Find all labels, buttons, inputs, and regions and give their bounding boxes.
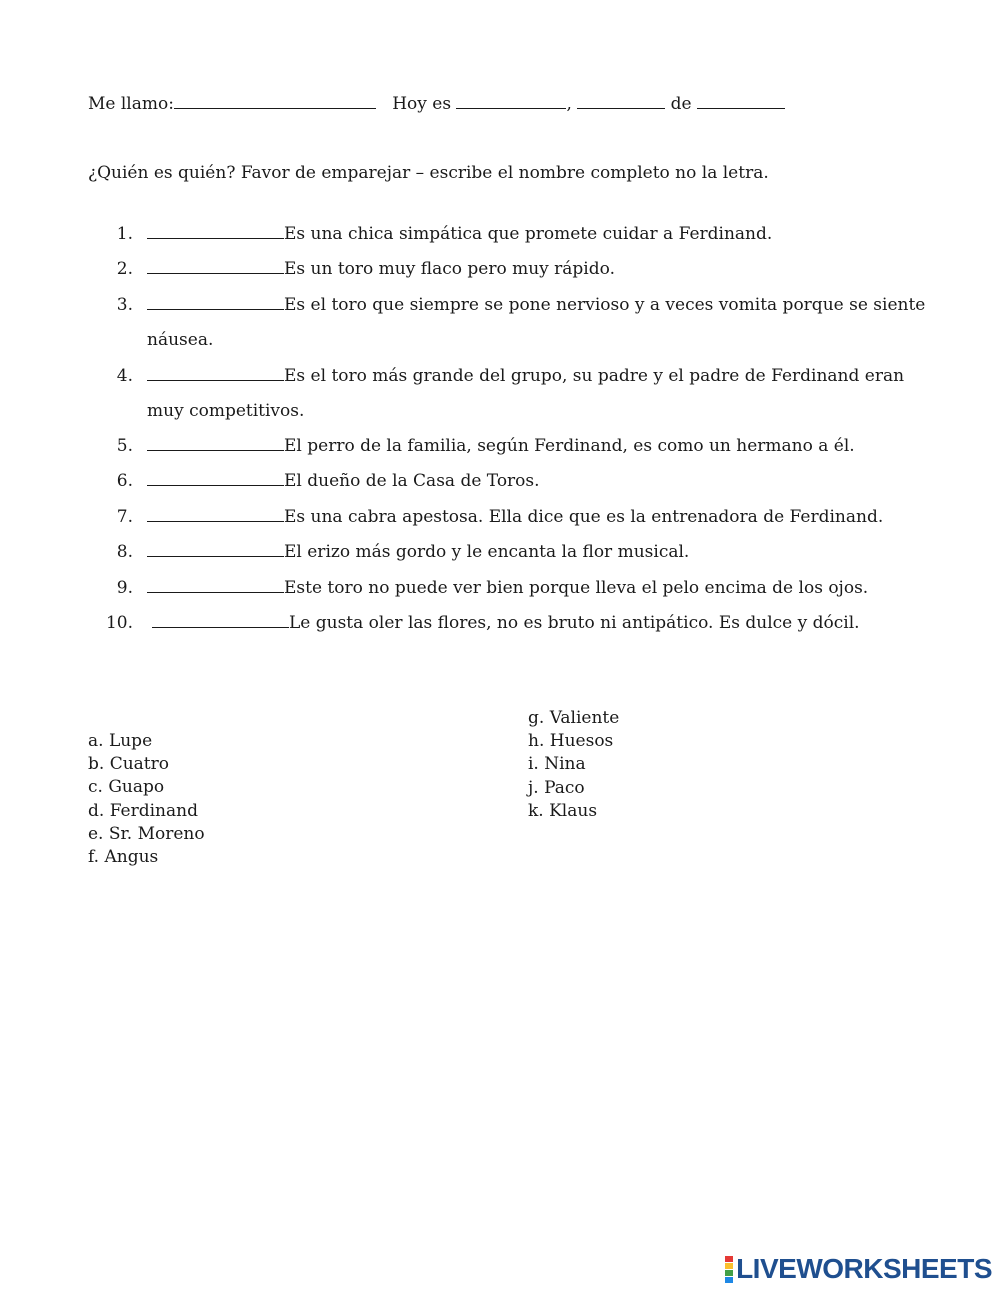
- answer-option: j. Paco: [528, 777, 585, 798]
- de-label: de: [670, 94, 692, 114]
- question-number: 10.: [105, 613, 133, 633]
- answer-blank[interactable]: [147, 224, 284, 239]
- question-number: 6.: [116, 471, 133, 491]
- question-number: 1.: [116, 224, 133, 244]
- answer-blank[interactable]: [152, 613, 289, 628]
- logo-block: [725, 1263, 733, 1269]
- name-date-line: [88, 94, 785, 114]
- answer-blank[interactable]: [147, 471, 284, 486]
- answer-option: f. Angus: [88, 847, 159, 867]
- date-label: Hoy es: [392, 94, 452, 114]
- answer-blank[interactable]: [147, 259, 284, 274]
- answer-option: b. Cuatro: [88, 754, 169, 775]
- logo-block: [725, 1256, 733, 1262]
- question-number: 4.: [116, 366, 133, 386]
- instructions: ¿Quién es quién? Favor de emparejar – escribe el nombre completo no la letra.: [88, 163, 769, 183]
- comma: ,: [566, 94, 572, 114]
- answer-blank[interactable]: [147, 366, 284, 381]
- answer-option: g. Valiente: [528, 708, 620, 728]
- answer-blank[interactable]: [147, 578, 284, 593]
- question-number: 2.: [116, 259, 133, 279]
- question-text: El erizo más gordo y le encanta la flor musical.: [284, 542, 690, 562]
- question-text: El perro de la familia, según Ferdinand, es como un hermano a él.: [284, 436, 855, 456]
- question-text: Le gusta oler las flores, no es bruto ni antipático. Es dulce y dócil.: [289, 613, 860, 633]
- question-text: Es el toro más grande del grupo, su padre y el padre de Ferdinand eran: [284, 366, 905, 386]
- question-text: Es una chica simpática que promete cuidar a Ferdinand.: [284, 224, 773, 244]
- answer-option: h. Huesos: [528, 731, 614, 752]
- question-text: Este toro no puede ver bien porque lleva el pelo encima de los ojos.: [284, 578, 869, 598]
- answer-option: i. Nina: [528, 754, 586, 775]
- month-field[interactable]: [697, 94, 785, 109]
- answer-option: e. Sr. Moreno: [88, 823, 205, 844]
- question-text: Es una cabra apestosa. Ella dice que es la entrenadora de Ferdinand.: [284, 507, 884, 527]
- liveworksheets-logo: [725, 1253, 992, 1285]
- answer-option: d. Ferdinand: [88, 800, 198, 821]
- logo-block: [725, 1270, 733, 1276]
- question-number: 8.: [116, 542, 133, 562]
- name-field[interactable]: [174, 94, 376, 109]
- logo-blocks-icon: [725, 1256, 733, 1283]
- question-number: 7.: [116, 507, 133, 527]
- question-number: 5.: [116, 436, 133, 456]
- question-text: Es un toro muy flaco pero muy rápido.: [284, 259, 615, 279]
- question-text: El dueño de la Casa de Toros.: [284, 471, 540, 491]
- question-number: 9.: [116, 578, 133, 598]
- logo-block: [725, 1277, 733, 1283]
- answer-option: k. Klaus: [528, 800, 598, 821]
- logo-text: LIVEWORKSHEETS: [736, 1253, 992, 1284]
- question-number: 3.: [116, 295, 133, 315]
- answer-blank[interactable]: [147, 542, 284, 557]
- answer-option: c. Guapo: [88, 777, 165, 798]
- question-text: Es el toro que siempre se pone nervioso y a veces vomita porque se siente: [284, 295, 926, 315]
- day-field[interactable]: [456, 94, 566, 109]
- question-text-continued: náusea.: [147, 330, 214, 350]
- name-label: Me llamo:: [88, 94, 174, 114]
- answer-blank[interactable]: [147, 507, 284, 522]
- answer-option: a. Lupe: [88, 731, 153, 751]
- question-text-continued: muy competitivos.: [147, 401, 305, 421]
- answer-blank[interactable]: [147, 436, 284, 451]
- answer-blank[interactable]: [147, 295, 284, 310]
- date-number-field[interactable]: [577, 94, 665, 109]
